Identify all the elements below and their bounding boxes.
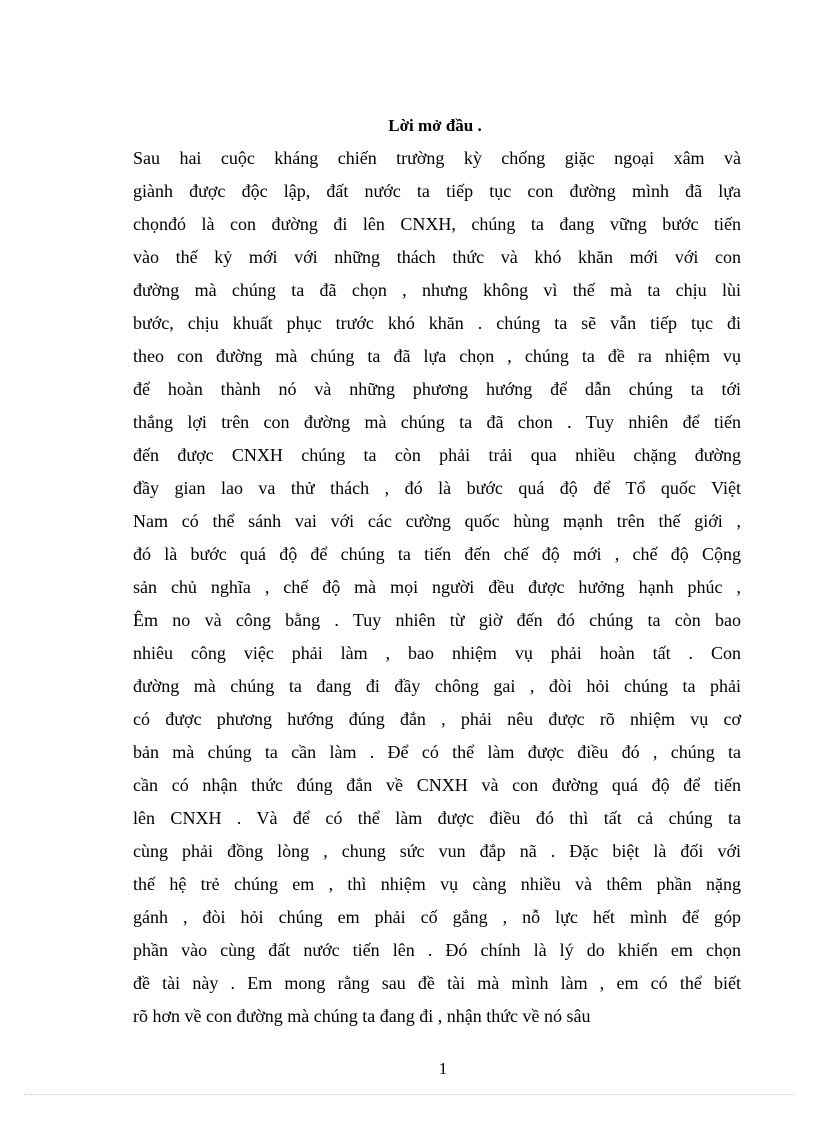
text-line: phần vào cùng đất nước tiến lên . Đó chính là lý do khiến em chọn <box>133 940 741 960</box>
text-line: gánh , đòi hỏi chúng em phải cố gắng , nỗ lực hết mình để góp <box>133 907 741 927</box>
text-line: thắng lợi trên con đường mà chúng ta đã chon . Tuy nhiên để tiến <box>133 412 741 432</box>
text-line: để hoàn thành nó và những phương hướng để dẫn chúng ta tới <box>133 379 741 399</box>
page-bottom-border <box>24 1094 794 1095</box>
page-title: Lời mở đầu . <box>388 116 482 135</box>
text-line: đường mà chúng ta đang đi đầy chông gai , đòi hỏi chúng ta phải <box>133 676 741 696</box>
text-line: thế hệ trẻ chúng em , thì nhiệm vụ càng nhiều và thêm phần nặng <box>133 874 741 894</box>
text-line: sản chủ nghĩa , chế độ mà mọi người đều được hưởng hạnh phúc , <box>133 577 741 597</box>
text-line: đường mà chúng ta đã chọn , nhưng không vì thế mà ta chịu lùi <box>133 280 741 300</box>
body-paragraph <box>133 145 741 1036</box>
text-line: rõ hơn về con đường mà chúng ta đang đi , nhận thức về nó sâu <box>133 1006 591 1026</box>
text-line: lên CNXH . Và để có thể làm được điều đó thì tất cả chúng ta <box>133 808 741 828</box>
text-line: Êm no và công bằng . Tuy nhiên từ giờ đến đó chúng ta còn bao <box>133 610 741 630</box>
text-line: giành được độc lập, đất nước ta tiếp tục con đường mình đã lựa <box>133 181 741 201</box>
text-line: đề tài này . Em mong rằng sau đề tài mà mình làm , em có thể biết <box>133 973 741 993</box>
text-line: Nam có thể sánh vai với các cường quốc hùng mạnh trên thế giới , <box>133 511 741 531</box>
text-line: Sau hai cuộc kháng chiến trường kỳ chống giặc ngoại xâm và <box>133 148 741 168</box>
text-line: đến được CNXH chúng ta còn phải trải qua nhiều chặng đường <box>133 445 741 465</box>
text-line: nhiêu công việc phải làm , bao nhiệm vụ phải hoàn tất . Con <box>133 643 741 663</box>
text-line: chọnđó là con đường đi lên CNXH, chúng ta đang vững bước tiến <box>133 214 741 234</box>
text-line: có được phương hướng đúng đắn , phải nêu được rõ nhiệm vụ cơ <box>133 709 741 729</box>
text-line: cần có nhận thức đúng đắn về CNXH và con đường quá độ để tiến <box>133 775 741 795</box>
text-line: theo con đường mà chúng ta đã lựa chọn , chúng ta đề ra nhiệm vụ <box>133 346 741 366</box>
text-line: vào thế kỷ mới với những thách thức và khó khăn mới với con <box>133 247 741 267</box>
text-line: đó là bước quá độ để chúng ta tiến đến chế độ mới , chế độ Cộng <box>133 544 741 564</box>
text-line: cùng phải đồng lòng , chung sức vun đắp nã . Đặc biệt là đối với <box>133 841 741 861</box>
text-line: bản mà chúng ta cần làm . Để có thể làm được điều đó , chúng ta <box>133 742 741 762</box>
text-line: bước, chịu khuất phục trước khó khăn . chúng ta sẽ vẫn tiếp tục đi <box>133 313 741 333</box>
text-line: đầy gian lao va thử thách , đó là bước quá độ để Tổ quốc Việt <box>133 478 741 498</box>
page-number: 1 <box>438 1059 448 1078</box>
